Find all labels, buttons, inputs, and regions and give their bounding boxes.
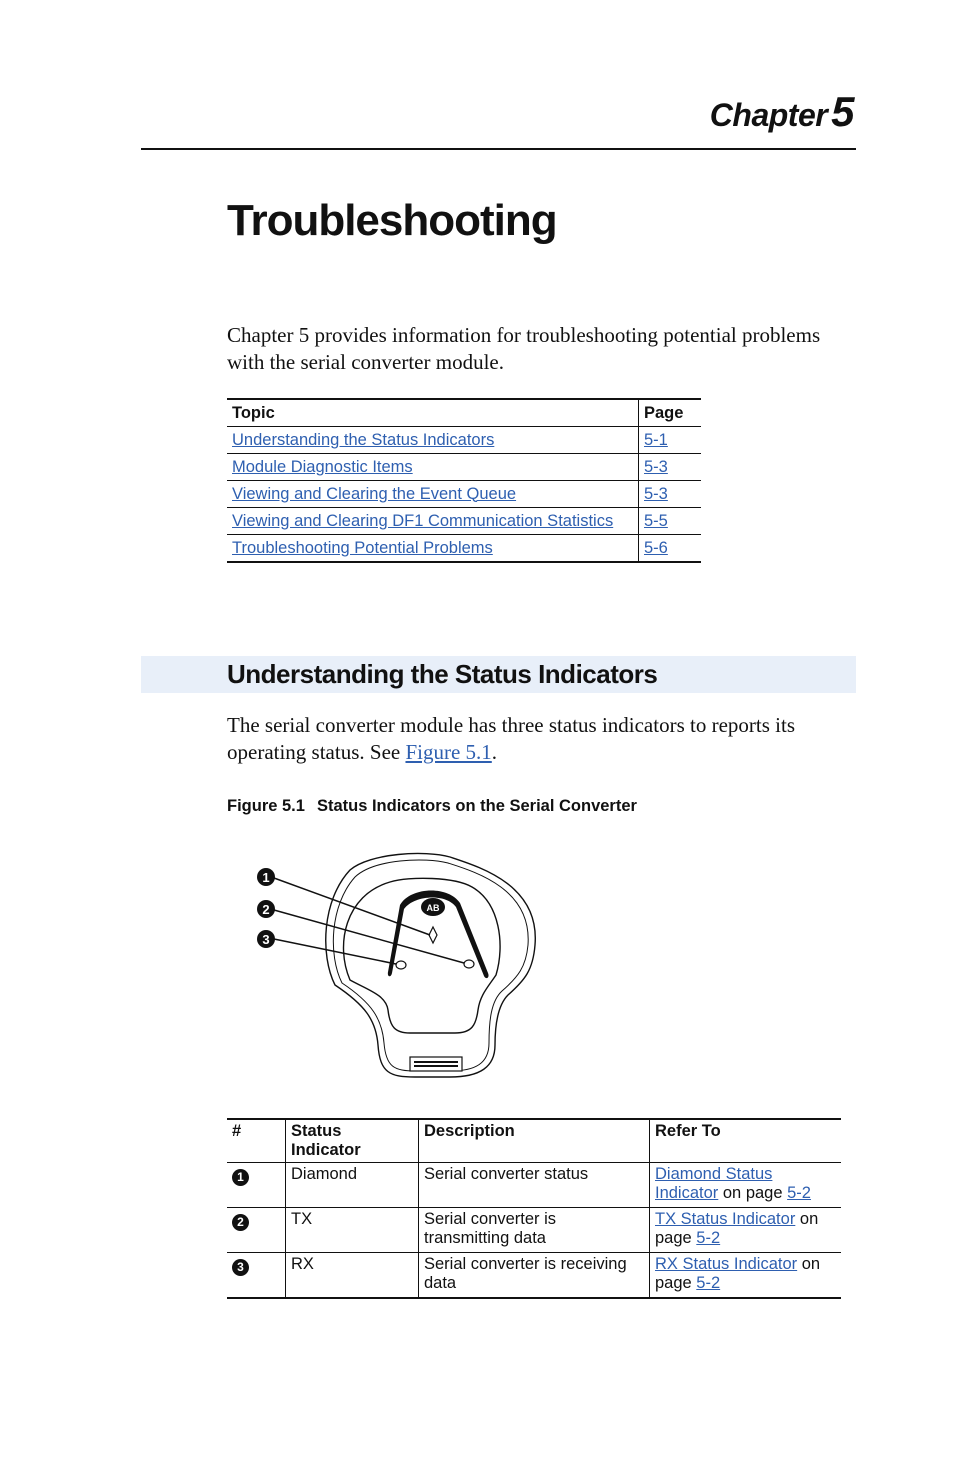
figure-caption-text: Status Indicators on the Serial Converter — [316, 797, 637, 815]
section-text: The serial converter module has three status indicators to reports its operating status. See — [227, 713, 795, 764]
section-text-end: . — [491, 740, 498, 764]
topic-table — [227, 398, 701, 563]
figure-label: Figure 5.1 — [227, 797, 305, 815]
indicator-cell: Diamond — [286, 1163, 419, 1208]
status-indicator-table — [227, 1118, 841, 1299]
page-link[interactable]: 5-5 — [644, 511, 668, 530]
refer-cell — [650, 1163, 842, 1208]
description-cell: Serial converter is receiving data — [419, 1253, 650, 1299]
diamond-led — [429, 927, 437, 943]
topic-link-df1-statistics[interactable]: Viewing and Clearing DF1 Communication Statistics — [232, 511, 614, 530]
row-bullet: 1 — [232, 1169, 249, 1186]
chapter-number: 5 — [831, 88, 854, 135]
tx-led — [464, 960, 474, 968]
topic-link-diagnostic-items[interactable]: Module Diagnostic Items — [232, 457, 413, 476]
callout-line-1 — [274, 878, 430, 935]
page-title: Troubleshooting — [227, 196, 557, 245]
chapter-word: Chapter — [709, 97, 828, 133]
intro-paragraph: Chapter 5 provides information for troubleshooting potential problems with the serial converter module. — [227, 323, 821, 374]
diamond-indicator-link[interactable]: Diamond Status Indicator — [655, 1165, 773, 1202]
device-connector — [410, 1057, 462, 1071]
page-link[interactable]: 5-6 — [644, 538, 668, 557]
page-link[interactable]: 5-2 — [696, 1274, 721, 1292]
row-bullet: 2 — [232, 1214, 249, 1231]
rx-led — [396, 961, 406, 969]
section-title: Understanding the Status Indicators — [227, 659, 658, 689]
page-link[interactable]: 5-2 — [787, 1184, 811, 1202]
callout-number-1: 1 — [262, 870, 270, 885]
table-row — [227, 535, 701, 563]
callout-number-3: 3 — [262, 932, 270, 947]
refer-cell — [650, 1253, 842, 1299]
topic-link-status-indicators[interactable]: Understanding the Status Indicators — [232, 430, 495, 449]
status-table-header — [227, 1119, 841, 1163]
table-row — [227, 1208, 841, 1253]
figure-link[interactable]: Figure 5.1 — [405, 740, 492, 764]
topic-link-event-queue[interactable]: Viewing and Clearing the Event Queue — [232, 484, 517, 503]
refer-text: on page — [718, 1184, 788, 1202]
callout-number-2: 2 — [262, 902, 270, 917]
chapter-heading — [710, 88, 854, 136]
tx-indicator-link[interactable]: TX Status Indicator — [655, 1210, 796, 1228]
serial-converter-figure — [250, 845, 550, 1085]
page-link[interactable]: 5-1 — [644, 430, 668, 449]
table-row — [227, 1163, 841, 1208]
table-row — [227, 481, 701, 508]
figure-caption — [227, 797, 637, 816]
ab-logo-text: AB — [426, 903, 440, 913]
num-header: # — [227, 1119, 286, 1163]
description-cell: Serial converter status — [419, 1163, 650, 1208]
page-header: Page — [639, 399, 702, 427]
chapter-rule — [141, 148, 856, 150]
table-row — [227, 427, 701, 454]
table-row — [227, 1253, 841, 1299]
refer-text: on page — [655, 1255, 821, 1292]
indicator-cell: TX — [286, 1208, 419, 1253]
description-cell: Serial converter is transmitting data — [419, 1208, 650, 1253]
topic-link-potential-problems[interactable]: Troubleshooting Potential Problems — [232, 538, 493, 557]
rx-indicator-link[interactable]: RX Status Indicator — [655, 1255, 798, 1273]
device-outer-shell — [326, 853, 536, 1077]
page-link[interactable]: 5-3 — [644, 457, 668, 476]
topic-table-header — [227, 399, 701, 427]
refer-header: Refer To — [650, 1119, 842, 1163]
description-header: Description — [419, 1119, 650, 1163]
refer-cell — [650, 1208, 842, 1253]
row-bullet: 3 — [232, 1259, 249, 1276]
table-row — [227, 508, 701, 535]
table-row — [227, 454, 701, 481]
section-paragraph — [227, 712, 847, 766]
indicator-header: Status Indicator — [286, 1119, 419, 1163]
topic-header: Topic — [227, 399, 639, 427]
indicator-cell: RX — [286, 1253, 419, 1299]
page-link[interactable]: 5-3 — [644, 484, 668, 503]
page-link[interactable]: 5-2 — [696, 1229, 721, 1247]
refer-text: on page — [655, 1210, 819, 1247]
